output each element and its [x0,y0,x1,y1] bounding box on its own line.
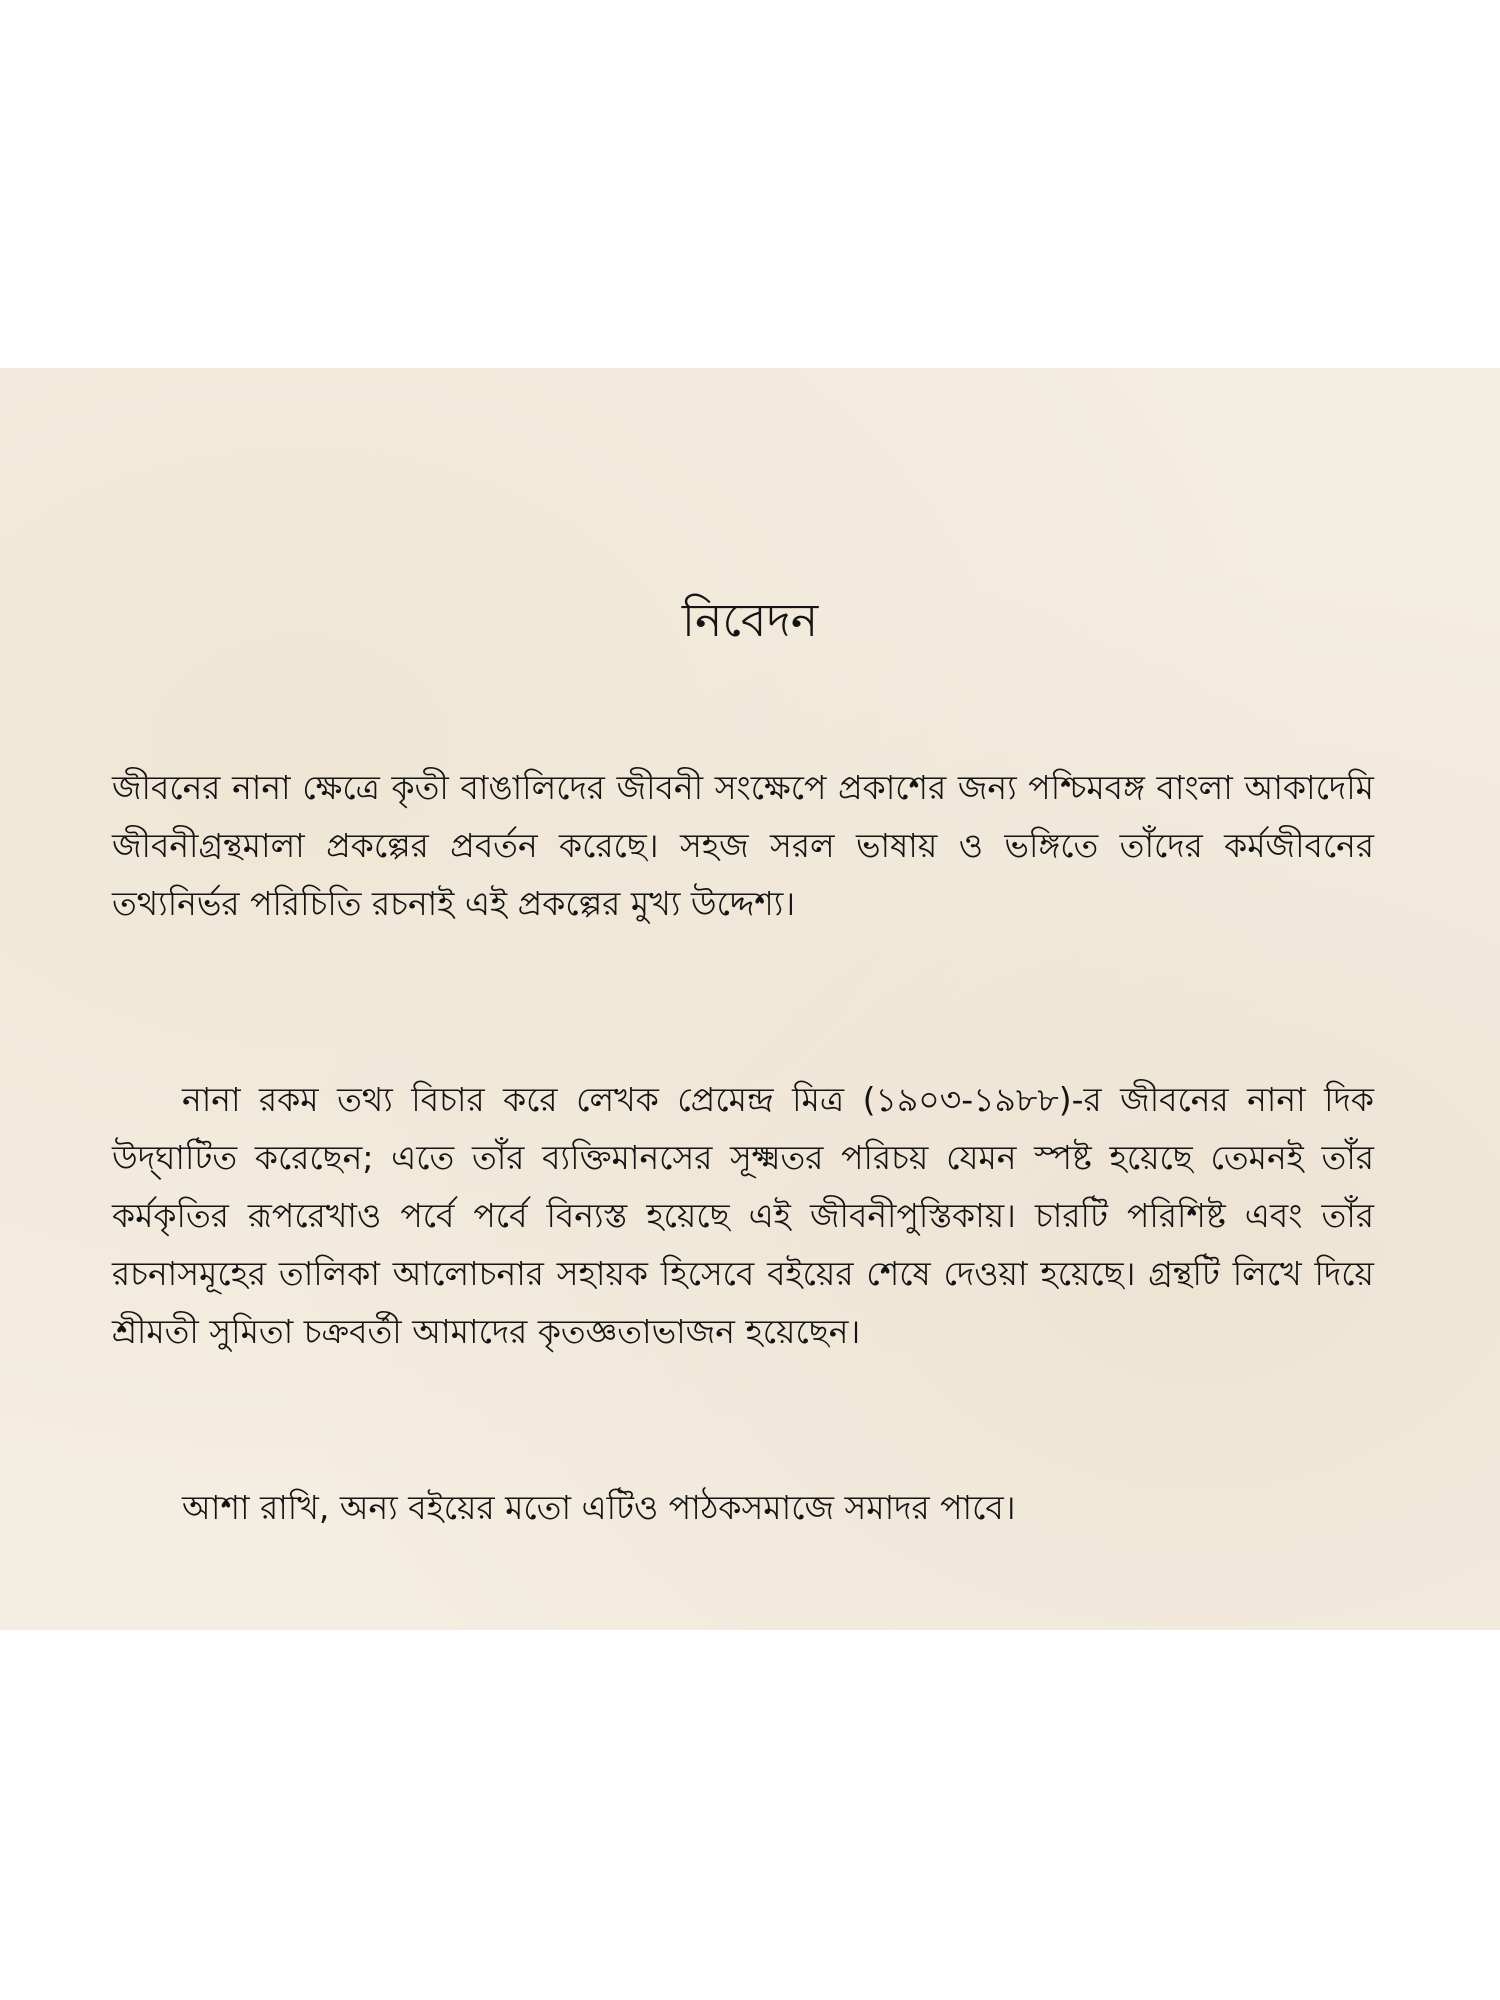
paragraph-3: আশা রাখি, অন্য বইয়ের মতো এটিও পাঠকসমাজে সমাদর পাবে। [182,1488,1016,1527]
paragraph-2: নানা রকম তথ্য বিচার করে লেখক প্রেমেন্দ্র মিত্র (১৯০৩-১৯৮৮)-র জীবনের নানা দিক উদ্‌ঘাটিত করেছেন; এতে তাঁর ব্যক্তিমানসের সূক্ষ্মতর পরিচয় যেমন স্পষ্ট হয়েছে তেমনই তাঁর কর্মকৃতির রূপরেখাও পর্বে পর্বে বিন্যস্ত হয়েছে এই জীবনীপুস্তিকায়। চারটি পরিশিষ্ট এবং তাঁর রচনাসমূহের তালিকা আলোচনার সহায়ক হিসেবে বইয়ের শেষে দেওয়া হয়েছে। গ্রন্থটি লিখে দিয়ে শ্রীমতী সুমিতা চক্রবর্তী আমাদের কৃতজ্ঞতাভাজন হয়েছেন। [112,1080,1374,1351]
page-title: নিবেদন [681,593,819,647]
paragraph-1: জীবনের নানা ক্ষেত্রে কৃতী বাঙালিদের জীবনী সংক্ষেপে প্রকাশের জন্য পশ্চিমবঙ্গ বাংলা আকাদেমি জীবনীগ্রন্থমালা প্রকল্পের প্রবর্তন করেছে। সহজ সরল ভাষায় ও ভঙ্গিতে তাঁদের কর্মজীবনের তথ্যনির্ভর পরিচিতি রচনাই এই প্রকল্পের মুখ্য উদ্দেশ্য। [112,768,1374,923]
scanned-page [0,368,1500,1630]
